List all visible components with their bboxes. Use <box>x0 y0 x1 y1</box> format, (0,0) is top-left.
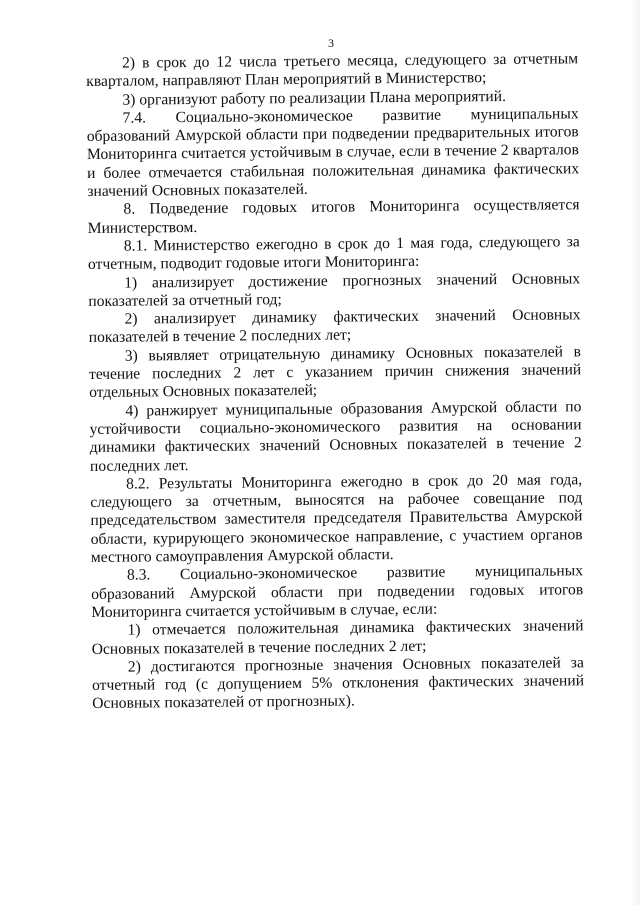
paragraph-2-deadline: 2) в срок до 12 числа третьего месяца, следующего за отчетным кварталом, направляют План мероприятий в Министерство; <box>86 50 579 91</box>
paragraph-8-1-item-4: 4) ранжирует муниципальные образования Амурской области по устойчивости социально-экономического развития на основании динамики фактических значений Основных показателей в течение 2 последних лет. <box>89 397 582 475</box>
paragraph-8-2: 8.2. Результаты Мониторинга ежегодно в срок до 20 мая года, следующего за отчетным, выносятся на рабочее совещание под председательством заместителя председателя Правительства Амурской области, курирующего экономическое направление, с участием органов местного самоуправления Амурской области. <box>90 471 583 566</box>
paragraph-8-3: 8.3. Социально-экономическое развитие муниципальных образований Амурской области при подведении годовых итогов Мониторинга считается устойчивым в случае, если: <box>91 562 584 621</box>
paragraph-3-organize-work: 3) организуют работу по реализации Плана мероприятий. <box>122 87 507 109</box>
page-number: 3 <box>328 36 334 50</box>
paragraph-8-1-item-3: 3) выявляет отрицательную динамику Основных показателей в течение последних 2 лет с указанием причин снижения значений отдельных Основных показателей; <box>88 343 582 402</box>
paragraph-8-1-item-2: 2) анализирует динамику фактических значений Основных показателей в течение 2 последних лет; <box>88 306 581 347</box>
paragraph-8-1-item-1: 1) анализирует достижение прогнозных значений Основных показателей за отчетный год; <box>88 269 581 310</box>
paragraph-8: 8. Подведение годовых итогов Мониторинга осуществляется Министерством. <box>87 196 580 237</box>
paragraph-8-3-item-2: 2) достигаются прогнозные значения Основных показателей за отчетный год (с допущением 5% отклонения фактических значений Основных показателей от прогнозных). <box>91 654 585 713</box>
paragraph-8-1: 8.1. Министерство ежегодно в срок до 1 мая года, следующего за отчетным, подводит годовые итоги Мониторинга: <box>87 233 580 274</box>
paragraph-7-4: 7.4. Социально-экономическое развитие муниципальных образований Амурской области при подведении предварительных итогов Мониторинга считается устойчивым в случае, если в течение 2 кварталов и более отмечается стабильная положительная динамика фактических значений Основных показателей. <box>86 105 580 201</box>
document-body <box>86 50 584 713</box>
paragraph-8-3-item-1: 1) отмечается положительная динамика фактических значений Основных показателей в течение последних 2 лет; <box>91 617 584 658</box>
